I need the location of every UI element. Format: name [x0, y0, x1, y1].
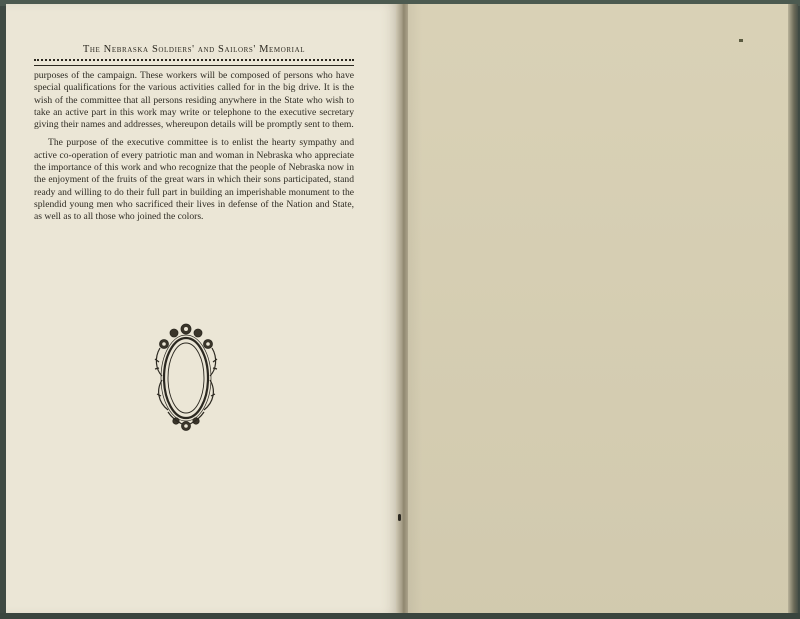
paragraph-1: purposes of the campaign. These workers will be composed of persons who have special qualifications for the various activities called for in the big drive. It is the wish of the committee that all persons residing anywhere in the State who wish to take an active part in this work may write or telephone to the executive secretary giving their names and addresses, whereupon details will be promptly sent to them. — [34, 70, 354, 131]
body-text — [34, 70, 354, 230]
paper-speck — [739, 39, 743, 42]
right-page-edge — [788, 4, 798, 614]
right-page-blank — [408, 4, 790, 614]
header-rule — [34, 59, 354, 66]
running-head: The Nebraska Soldiers' and Sailors' Memorial — [82, 44, 306, 55]
floral-oval-frame-ornament — [150, 318, 222, 436]
paragraph-2: The purpose of the executive committee is to enlist the hearty sympathy and active co-operation of every patriotic man and woman in Nebraska who appreciate the importance of this work and who recognize that the people of Nebraska now in the enjoyment of the fruits of the great wars in which their sons participated, stand ready and willing to do their full part in building an imperishable monument to the splendid young men who sacrificed their lives in defense of the Nation and State, as well as to all those who joined the colors. — [34, 137, 354, 223]
scanner-bed-bottom — [0, 613, 800, 619]
gutter-mark — [398, 514, 401, 521]
